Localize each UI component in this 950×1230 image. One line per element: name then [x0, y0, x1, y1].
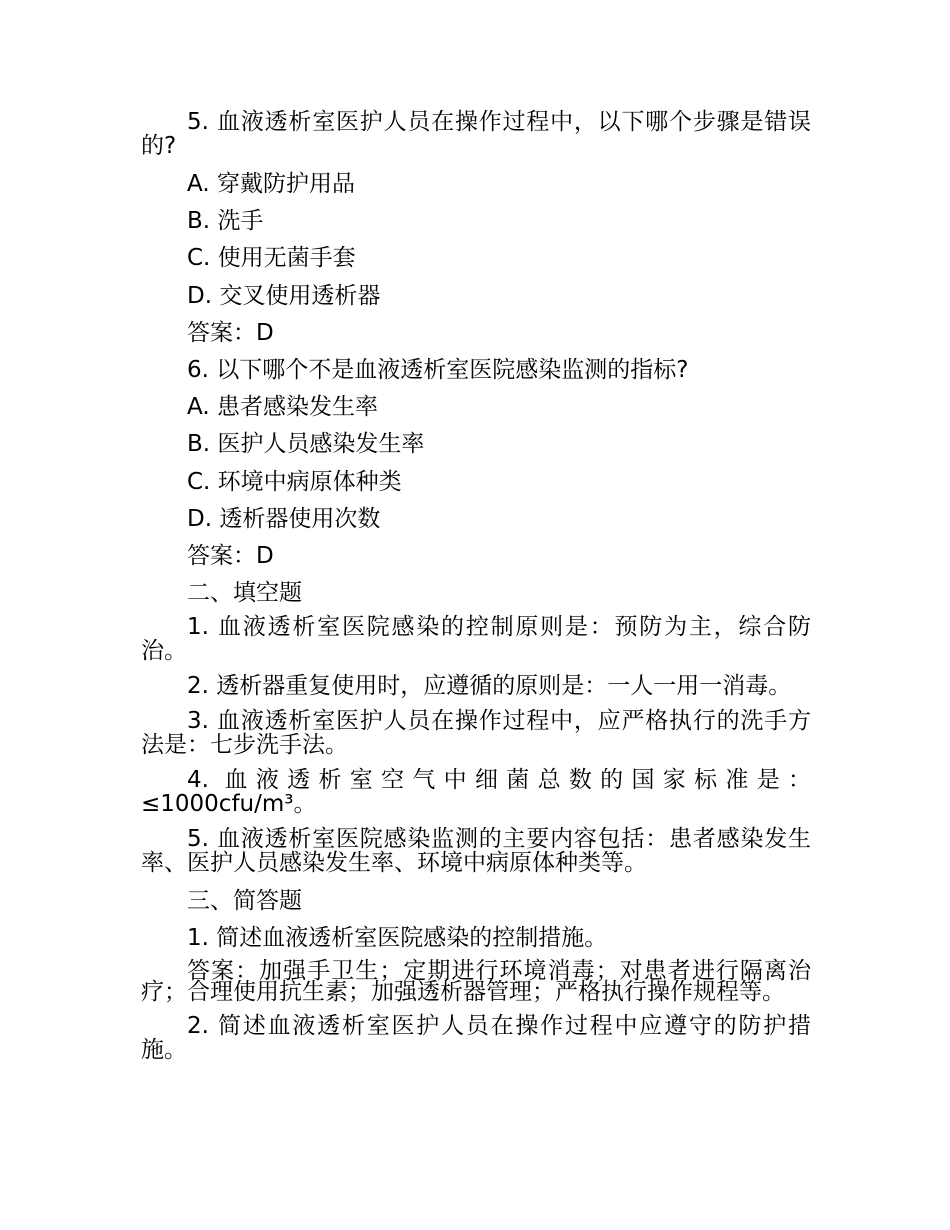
- option-d: D. 交叉使用透析器: [187, 282, 381, 309]
- short-question: 2. 简述血液透析室医护人员在操作过程中应遵守的防护措施。: [141, 1012, 811, 1063]
- section-title: 二、填空题: [187, 580, 302, 607]
- short-question: 1. 简述血液透析室医院感染的控制措施。: [187, 925, 608, 952]
- option-d: D. 透析器使用次数: [187, 505, 381, 532]
- short-answer: 答案：加强手卫生；定期进行环境消毒；对患者进行隔离治疗；合理使用抗生素；加强透析器管理；严格执行操作规程等。: [141, 957, 811, 1005]
- fill-item: 4. 血液透析室空气中细菌总数的国家标准是：≤1000cfu/m³。: [141, 767, 811, 818]
- question-5: 5. 血液透析室医护人员在操作过程中，以下哪个步骤是错误的?: [141, 109, 811, 159]
- option-a: A. 患者感染发生率: [187, 394, 378, 421]
- option-c: C. 环境中病原体种类: [187, 468, 402, 495]
- fill-item: 2. 透析器重复使用时，应遵循的原则是：一人一用一消毒。: [187, 673, 792, 700]
- option-a: A. 穿戴防护用品: [187, 171, 355, 197]
- fill-item: 1. 血液透析室医院感染的控制原则是：预防为主，综合防治。: [141, 614, 811, 665]
- section-title: 三、简答题: [187, 888, 302, 915]
- answer: 答案：D: [187, 542, 274, 569]
- fill-item: 5. 血液透析室医院感染监测的主要内容包括：患者感染发生率、医护人员感染发生率、环境中病原体种类等。: [141, 826, 811, 877]
- answer: 答案：D: [187, 319, 274, 346]
- option-c: C. 使用无菌手套: [187, 245, 356, 272]
- fill-item: 3. 血液透析室医护人员在操作过程中，应严格执行的洗手方法是：七步洗手法。: [141, 708, 811, 759]
- option-b: B. 医护人员感染发生率: [187, 431, 425, 458]
- document-body: [141, 107, 811, 1073]
- option-b: B. 洗手: [187, 208, 264, 235]
- question-6: 6. 以下哪个不是血液透析室医院感染监测的指标?: [187, 356, 689, 383]
